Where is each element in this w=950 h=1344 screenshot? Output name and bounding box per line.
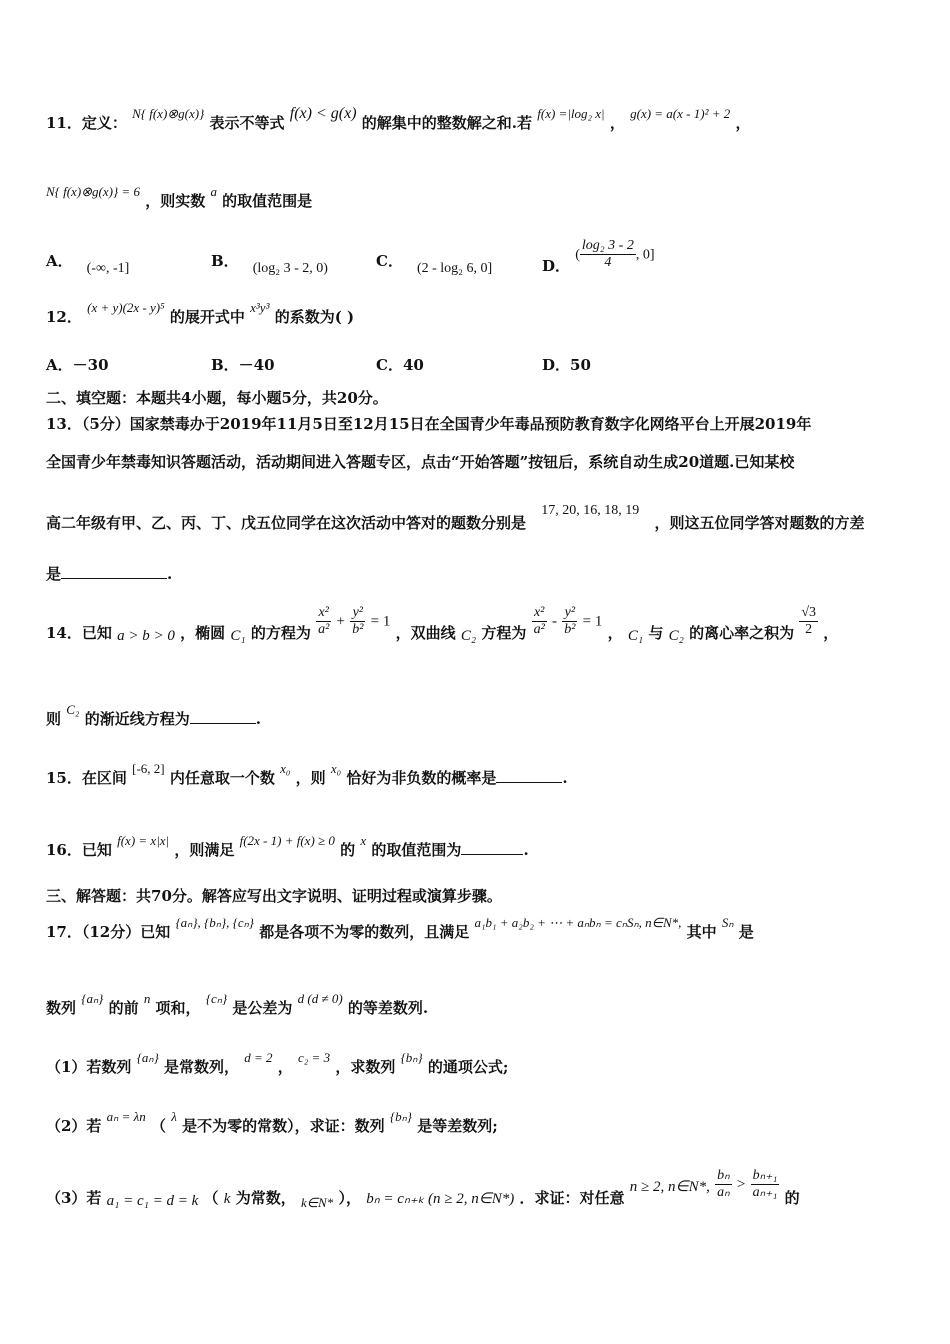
q12-number: 12． bbox=[46, 308, 82, 326]
q11-math-ineq: f(x) < g(x) bbox=[289, 105, 357, 122]
q17-line2: 数列 {aₙ} 的前 n 项和， {cₙ} 是公差为 d (d ≠ 0) 的等差数列. bbox=[46, 991, 429, 1017]
q11-math-a: a bbox=[210, 184, 217, 199]
q11-option-d[interactable]: D． ( $\frac{\text{log₂ 3 - 2}}{4}$ , 0] bbox=[542, 238, 655, 275]
q13-line3: 高二年级有甲、乙、丙、丁、戊五位同学在这次活动中答对的题数分别是 17, 20, 16, 18, 19 ，则这五位同学答对题数的方差 bbox=[46, 503, 865, 532]
q12-text: 的展开式中 bbox=[169, 308, 245, 326]
q12-option-a[interactable]: A．－30 bbox=[46, 356, 109, 374]
q17-line1: 17．（12分）已知 {aₙ}, {bₙ}, {cₙ} 都是各项不为零的数列，且满足 a₁b₁ + a₂b₂ + ⋯ + aₙbₙ = cₙSₙ, n∈N*, 其中 Sₙ 是 bbox=[46, 915, 754, 941]
q13-line1: 13．（5分）国家禁毒办于2019年11月5日至12月15日在全国青少年毒品预防教育数字化网络平台上开展2019年 bbox=[46, 415, 812, 433]
q11-option-a[interactable]: A． (-∞, -1] bbox=[46, 252, 130, 276]
fraction: $\frac{\text{bₙ₊₁}}{\text{aₙ₊₁}}$ bbox=[752, 1168, 778, 1200]
fraction: $\frac{\text{y²}}{\text{b²}}$ bbox=[352, 605, 364, 637]
q13-data-values: 17, 20, 16, 18, 19 bbox=[541, 503, 640, 518]
q12-line1 bbox=[46, 300, 910, 327]
q11-text: ， bbox=[735, 114, 751, 132]
q11-text: ， bbox=[609, 114, 625, 132]
q11-text: 表示不等式 bbox=[209, 114, 285, 132]
section-3-heading: 三、解答题：共70分。解答应写出文字说明、证明过程或演算步骤。 bbox=[46, 887, 502, 905]
q17-part3: （3）若 a₁ = c₁ = d = k （ k 为常数， k∈N* ）， bₙ = cₙ₊ₖ (n ≥ 2, n∈N*) ．求证：对任意 n ≥ 2, n∈N*, $\frac{\text{bₙ}}{\text{aₙ}}$ > $\frac{\text{bₙ₊₁}}{\text{aₙ₊₁}}$ 的 bbox=[46, 1168, 800, 1210]
section-2-heading: 二、填空题：本题共4小题，每小题5分，共20分。 bbox=[46, 389, 388, 407]
answer-blank[interactable] bbox=[496, 770, 562, 783]
q17-part1: （1）若数列 {aₙ} 是常数列， d = 2 ， c₂ = 3 ，求数列 {bₙ} 的通项公式; bbox=[46, 1050, 509, 1076]
q12-option-c[interactable]: C．40 bbox=[376, 356, 424, 374]
q14-line2: 则 C₂ 的渐近线方程为 . bbox=[46, 702, 261, 728]
fraction: $\frac{\text{bₙ}}{\text{aₙ}}$ bbox=[717, 1168, 730, 1200]
q13-line2: 全国青少年禁毒知识答题活动，活动期间进入答题专区，点击“开始答题”按钮后，系统自动生成20道题.已知某校 bbox=[46, 453, 795, 471]
q11-option-c[interactable]: C． (2 - log₂ 6, 0] bbox=[376, 252, 493, 276]
fraction: $\frac{√3}{2}$ bbox=[801, 605, 816, 637]
q12-math-expr: (x + y)(2x - y)⁵ bbox=[87, 300, 165, 315]
q11-line1 bbox=[46, 105, 910, 133]
q12-math-term: x³y³ bbox=[250, 300, 270, 315]
q11-math-n: N{ f(x)⊗g(x)} bbox=[132, 106, 205, 121]
q11-line2 bbox=[46, 184, 910, 211]
answer-blank[interactable] bbox=[461, 842, 523, 855]
q13-line4: 是 . bbox=[46, 565, 173, 583]
q11-math-g: g(x) = a(x - 1)² + 2 bbox=[630, 106, 731, 121]
q11-option-b[interactable]: B． (log₂ 3 - 2, 0) bbox=[211, 252, 328, 276]
q11-text: 的解集中的整数解之和.若 bbox=[361, 114, 533, 132]
q11-text: 的取值范围是 bbox=[222, 192, 313, 210]
q11-math-f: f(x) =|log₂ x| bbox=[537, 106, 605, 121]
q11-math-condition: N{ f(x)⊗g(x)} = 6 bbox=[46, 184, 140, 199]
answer-blank[interactable] bbox=[190, 711, 256, 724]
fraction: $\frac{\text{y²}}{\text{b²}}$ bbox=[564, 605, 576, 637]
fraction: $\frac{\text{x²}}{\text{a²}}$ bbox=[318, 605, 330, 637]
q15-line: 15．在区间 [-6, 2] 内任意取一个数 x₀ ，则 x₀ 恰好为非负数的概率是 . bbox=[46, 761, 568, 787]
q12-text: 的系数为( ) bbox=[274, 308, 355, 326]
q12-option-d[interactable]: D．50 bbox=[542, 356, 591, 374]
q14-line1: 14．已知 a > b > 0 ，椭圆 C₁ 的方程为 $\frac{\text{x²}}{\text{a²}}$ + $\frac{\text{y²}}{\text{b²}}$ = 1 ，双曲线 C₂ 方程为 $\frac{\text{x²}}{\text{a²}}$ - $\frac{\text{y²}}{\text{b²}}$ = 1 ， C₁ 与 C₂ 的离心率之积为 $\frac{√3}{2}$ ， bbox=[46, 605, 839, 644]
q12-option-b[interactable]: B．－40 bbox=[211, 356, 275, 374]
answer-blank[interactable] bbox=[61, 566, 167, 579]
q11-number: 11．定义： bbox=[46, 114, 127, 132]
fraction: $\frac{\text{x²}}{\text{a²}}$ bbox=[533, 605, 545, 637]
q17-part2: （2）若 aₙ = λn （ λ 是不为零的常数），求证：数列 {bₙ} 是等差数列; bbox=[46, 1109, 498, 1135]
q16-line: 16．已知 f(x) = x|x| ，则满足 f(2x - 1) + f(x) ≥ 0 的 x 的取值范围为 . bbox=[46, 833, 529, 859]
q11-text: ，则实数 bbox=[145, 192, 206, 210]
